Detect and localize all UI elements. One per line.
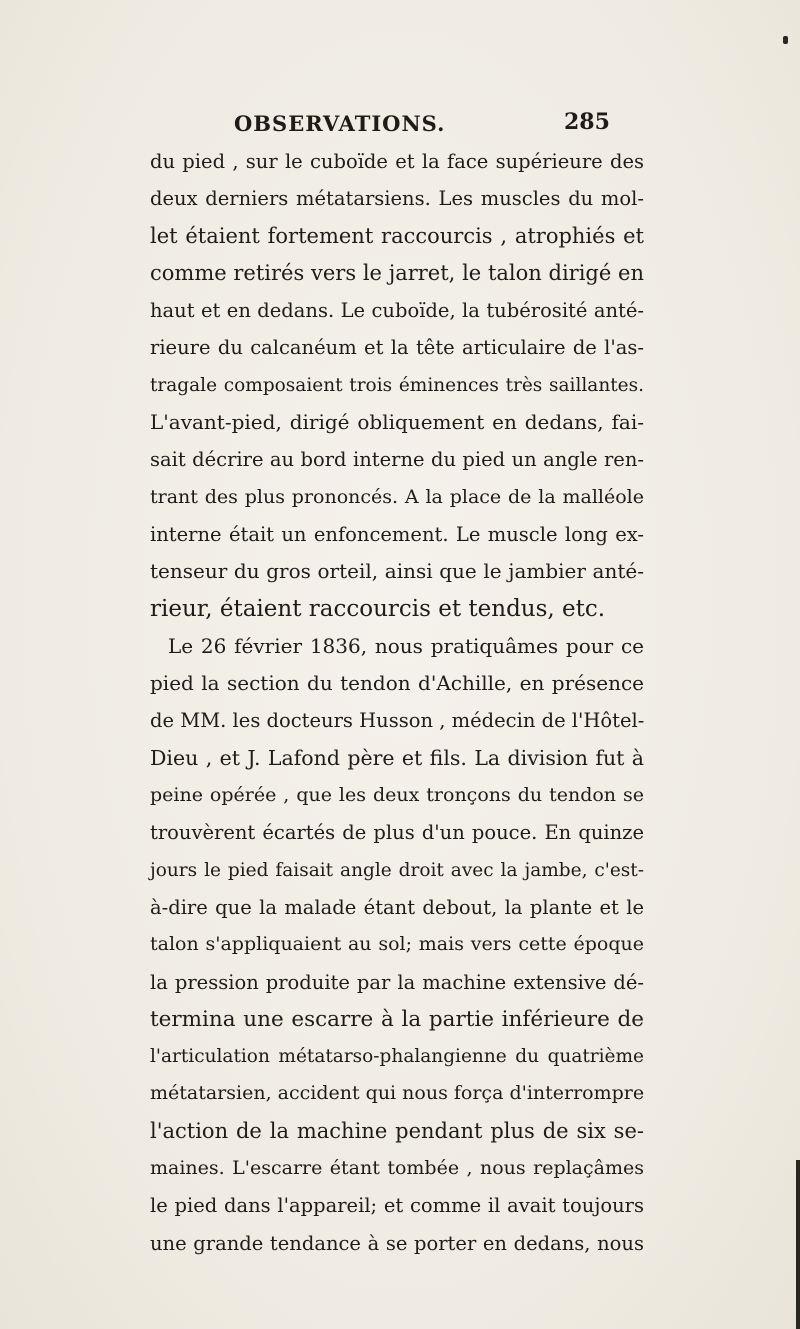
text-line: Dieu , et J. Lafond père et fils. La division fut à <box>150 745 644 770</box>
text-line: métatarsien, accident qui nous força d'interrompre <box>150 1082 645 1105</box>
text-line: trant des plus prononcés. A la place de la malléole <box>150 485 644 508</box>
text-line: interne était un enfoncement. Le muscle long ex- <box>150 522 644 546</box>
text-line: L'avant-pied, dirigé obliquement en dedans, fai- <box>150 410 644 435</box>
text-line: à-dire que la malade étant debout, la plante et le <box>150 895 644 919</box>
text-line: termina une escarre à la partie inférieure de <box>150 1006 644 1032</box>
running-title: OBSERVATIONS. <box>234 111 446 136</box>
text-line: haut et en dedans. Le cuboïde, la tubérosité anté- <box>150 299 644 323</box>
ink-speck <box>783 36 788 44</box>
page-edge-shadow <box>796 1160 800 1329</box>
text-line: tragale composaient trois éminences très saillantes. <box>150 374 644 396</box>
page-number: 285 <box>564 109 610 135</box>
text-line: jours le pied faisait angle droit avec la jambe, c'est- <box>150 859 644 881</box>
text-line: pied la section du tendon d'Achille, en présence <box>150 671 644 696</box>
text-line: du pied , sur le cuboïde et la face supérieure des <box>150 150 644 173</box>
text-line: une grande tendance à se porter en dedans, nous <box>150 1231 644 1255</box>
text-line: l'action de la machine pendant plus de six se- <box>150 1118 644 1143</box>
text-line: maines. L'escarre étant tombée , nous replaçâmes <box>150 1157 644 1180</box>
text-line: rieure du calcanéum et la tête articulaire de l'as- <box>150 336 644 360</box>
text-line: de MM. les docteurs Husson , médecin de l'Hôtel- <box>150 709 645 733</box>
text-line: le pied dans l'appareil; et comme il avait toujours <box>150 1194 644 1218</box>
body-text <box>150 143 644 1262</box>
text-line: sait décrire au bord interne du pied un angle ren- <box>150 448 644 472</box>
text-line: let étaient fortement raccourcis , atrophiés et <box>150 223 644 248</box>
text-line: talon s'appliquaient au sol; mais vers cette époque <box>150 933 644 956</box>
text-line: comme retirés vers le jarret, le talon dirigé en <box>150 260 644 285</box>
text-line: tenseur du gros orteil, ainsi que le jambier anté- <box>150 559 644 584</box>
text-line: la pression produite par la machine extensive dé- <box>150 970 644 994</box>
text-line: rieur, étaient raccourcis et tendus, etc. <box>150 595 606 622</box>
text-line: deux derniers métatarsiens. Les muscles du mol- <box>150 187 644 211</box>
page-header <box>0 111 800 141</box>
text-line: trouvèrent écartés de plus d'un pouce. En quinze <box>150 821 644 845</box>
text-line: peine opérée , que les deux tronçons du tendon se <box>150 784 644 807</box>
text-line: Le 26 février 1836, nous pratiquâmes pour ce <box>168 633 644 658</box>
text-line: l'articulation métatarso-phalangienne du quatrième <box>150 1046 644 1068</box>
